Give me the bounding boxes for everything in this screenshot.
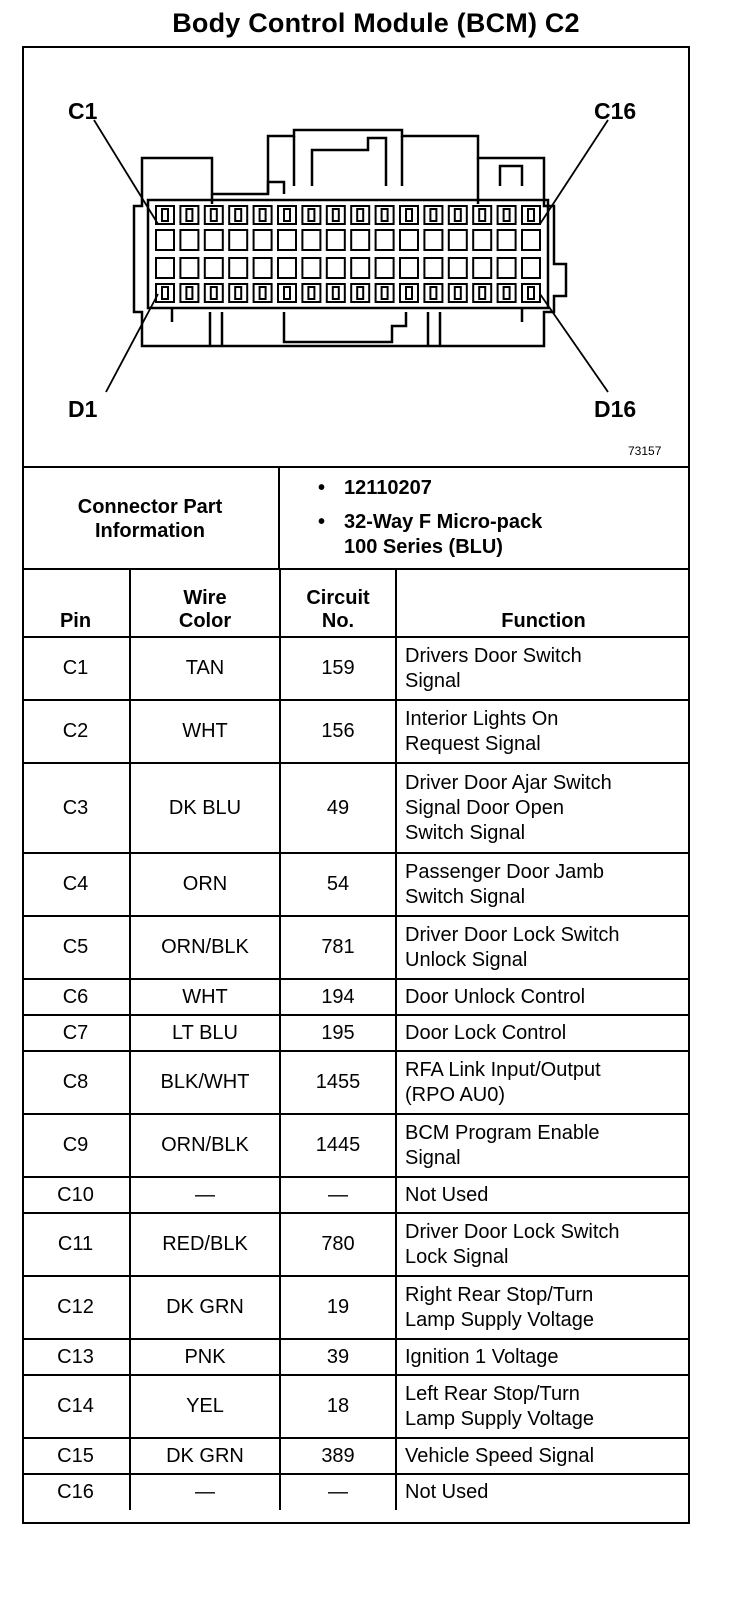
cell-function <box>396 1051 690 1114</box>
pin-cavity <box>156 230 174 250</box>
table-row <box>22 1051 690 1114</box>
cell-circuit-no: 780 <box>280 1213 396 1276</box>
pin-terminal <box>308 287 314 299</box>
pin-cavity <box>302 258 320 278</box>
part-number-item <box>314 476 542 501</box>
connector-drawing <box>22 46 690 468</box>
pin-terminal <box>357 209 363 221</box>
function-line: Door Unlock Control <box>405 985 586 1008</box>
pin-terminal <box>211 287 217 299</box>
pin-cavity <box>522 230 540 250</box>
connector-description-line1: 32-Way F Micro-pack <box>344 511 543 533</box>
pin-terminal <box>284 209 290 221</box>
pin-cavity <box>473 230 491 250</box>
table-row <box>22 637 690 700</box>
cell-pin: C10 <box>22 1177 130 1213</box>
cell-pin: C13 <box>22 1339 130 1375</box>
cell-wire-color: ORN/BLK <box>130 916 280 979</box>
pin-terminal <box>430 287 436 299</box>
table-row <box>22 1213 690 1276</box>
cell-pin: C5 <box>22 916 130 979</box>
function-line: Drivers Door Switch <box>405 644 582 667</box>
pin-cavity <box>400 230 418 250</box>
cell-function <box>396 979 690 1015</box>
connector-info-label <box>22 468 280 570</box>
pinout-table <box>22 570 690 1510</box>
cell-wire-color: — <box>130 1177 280 1213</box>
cell-pin: C6 <box>22 979 130 1015</box>
table-row <box>22 763 690 853</box>
pin-cavity <box>498 230 516 250</box>
cell-wire-color: LT BLU <box>130 1015 280 1051</box>
table-header-row <box>22 570 690 637</box>
cell-circuit-no: 195 <box>280 1015 396 1051</box>
function-line: Driver Door Lock Switch <box>405 923 620 946</box>
cell-pin: C12 <box>22 1276 130 1339</box>
cell-function <box>396 1276 690 1339</box>
function-line: RFA Link Input/Output <box>405 1058 601 1081</box>
pin-cavity <box>351 230 369 250</box>
pin-terminal <box>333 287 339 299</box>
pin-cavity <box>180 258 198 278</box>
function-line: Not Used <box>405 1481 489 1503</box>
pin-cavity <box>205 258 223 278</box>
cell-circuit-no: 19 <box>280 1276 396 1339</box>
cell-wire-color: WHT <box>130 700 280 763</box>
pin-terminal <box>455 209 461 221</box>
function-line: Request Signal <box>405 732 541 755</box>
pin-terminal <box>357 287 363 299</box>
table-row <box>22 700 690 763</box>
function-line: Lamp Supply Voltage <box>405 1407 595 1430</box>
pin-terminal <box>479 209 485 221</box>
pin-terminal <box>162 209 168 221</box>
cell-function <box>396 1213 690 1276</box>
cell-function <box>396 637 690 700</box>
pin-terminal <box>186 287 192 299</box>
cell-wire-color: DK GRN <box>130 1276 280 1339</box>
pin-cavity <box>473 258 491 278</box>
pin-cavity <box>498 258 516 278</box>
cell-pin: C3 <box>22 763 130 853</box>
pin-terminal <box>406 287 412 299</box>
bullet: • <box>318 511 326 533</box>
pin-label-c1: C1 <box>68 98 98 124</box>
cell-pin: C9 <box>22 1114 130 1177</box>
table-row <box>22 916 690 979</box>
pin-terminal <box>430 209 436 221</box>
pin-cavity <box>424 258 442 278</box>
pin-cavity <box>424 230 442 250</box>
pin-cavity <box>351 258 369 278</box>
function-line: Driver Door Lock Switch <box>405 1220 620 1243</box>
cell-function <box>396 1375 690 1438</box>
pin-label-d16: D16 <box>594 396 637 422</box>
pin-terminal <box>235 287 241 299</box>
pin-terminal <box>186 209 192 221</box>
cell-wire-color: TAN <box>130 637 280 700</box>
pin-cavity <box>278 230 296 250</box>
pin-cavity <box>327 258 345 278</box>
cell-function <box>396 853 690 916</box>
cell-pin: C2 <box>22 700 130 763</box>
cell-pin: C14 <box>22 1375 130 1438</box>
function-line: Lock Signal <box>405 1245 509 1268</box>
function-line: Unlock Signal <box>405 948 528 971</box>
table-row <box>22 1276 690 1339</box>
figure-number: 73157 <box>628 444 662 458</box>
pin-cavity <box>254 230 272 250</box>
cell-function <box>396 1474 690 1510</box>
pin-cavity <box>229 258 247 278</box>
pin-cavity <box>449 258 467 278</box>
cell-wire-color: YEL <box>130 1375 280 1438</box>
connector-info-label-line1: Connector Part <box>77 496 223 518</box>
function-line: Vehicle Speed Signal <box>405 1444 595 1467</box>
function-line: Passenger Door Jamb <box>405 860 604 883</box>
function-line: Signal Door Open <box>405 796 564 819</box>
cell-function <box>396 1114 690 1177</box>
cell-function <box>396 700 690 763</box>
cell-wire-color: DK GRN <box>130 1438 280 1474</box>
cell-circuit-no: 389 <box>280 1438 396 1474</box>
cell-pin: C11 <box>22 1213 130 1276</box>
pin-terminal <box>528 287 534 299</box>
cell-function <box>396 1438 690 1474</box>
table-row <box>22 1474 690 1510</box>
pin-terminal <box>260 287 266 299</box>
pin-terminal <box>260 209 266 221</box>
function-line: Signal <box>405 1146 461 1169</box>
cell-circuit-no: 781 <box>280 916 396 979</box>
cell-circuit-no: 156 <box>280 700 396 763</box>
pin-terminal <box>162 287 168 299</box>
pin-terminal <box>479 287 485 299</box>
pin-cavity <box>376 230 394 250</box>
cell-function <box>396 1177 690 1213</box>
connector-description-item-2 <box>314 535 542 560</box>
pin-cavity <box>229 230 247 250</box>
header-circuit-no: Circuit No. <box>280 570 396 637</box>
cell-circuit-no: 1455 <box>280 1051 396 1114</box>
pin-terminal <box>308 209 314 221</box>
header-function: Function <box>396 570 690 637</box>
pin-terminal <box>528 209 534 221</box>
cell-pin: C8 <box>22 1051 130 1114</box>
cell-pin: C7 <box>22 1015 130 1051</box>
cell-wire-color: PNK <box>130 1339 280 1375</box>
pin-terminal <box>333 209 339 221</box>
pin-cavity <box>278 258 296 278</box>
function-line: Left Rear Stop/Turn <box>405 1382 580 1405</box>
table-row <box>22 979 690 1015</box>
pin-cavity <box>449 230 467 250</box>
connector-info-values <box>314 476 542 560</box>
function-line: BCM Program Enable <box>405 1121 600 1144</box>
cell-wire-color: DK BLU <box>130 763 280 853</box>
header-pin: Pin <box>22 570 130 637</box>
cell-wire-color: ORN/BLK <box>130 1114 280 1177</box>
cell-function <box>396 1015 690 1051</box>
pin-terminal <box>455 287 461 299</box>
table-row <box>22 1177 690 1213</box>
cell-circuit-no: — <box>280 1474 396 1510</box>
pin-terminal <box>406 209 412 221</box>
header-wire-color: Wire Color <box>130 570 280 637</box>
connector-info-label-line2: Information <box>95 520 205 542</box>
cell-circuit-no: 194 <box>280 979 396 1015</box>
pin-cavity <box>254 258 272 278</box>
page-title: Body Control Module (BCM) C2 <box>172 8 580 38</box>
cell-function <box>396 763 690 853</box>
pin-terminal <box>284 287 290 299</box>
function-line: Lamp Supply Voltage <box>405 1308 595 1331</box>
cell-circuit-no: 54 <box>280 853 396 916</box>
function-line: Ignition 1 Voltage <box>405 1345 559 1368</box>
bullet: • <box>318 477 326 499</box>
pin-cavity <box>180 230 198 250</box>
connector-diagram <box>22 46 690 468</box>
table-row <box>22 853 690 916</box>
cell-pin: C4 <box>22 853 130 916</box>
table-row <box>22 1114 690 1177</box>
table-row <box>22 1015 690 1051</box>
function-line: Not Used <box>405 1183 489 1206</box>
pin-terminal <box>382 209 388 221</box>
pin-cavity <box>400 258 418 278</box>
pin-cavity <box>205 230 223 250</box>
cell-circuit-no: 39 <box>280 1339 396 1375</box>
function-line: Switch Signal <box>405 885 526 908</box>
pin-terminal <box>211 209 217 221</box>
function-line: Driver Door Ajar Switch <box>405 771 612 794</box>
connector-description-item <box>314 510 542 535</box>
pin-label-d1: D1 <box>68 396 98 422</box>
cell-circuit-no: 49 <box>280 763 396 853</box>
cell-function <box>396 916 690 979</box>
cell-pin: C16 <box>22 1474 130 1510</box>
cell-wire-color: WHT <box>130 979 280 1015</box>
function-line: (RPO AU0) <box>405 1083 506 1106</box>
table-row <box>22 1339 690 1375</box>
cell-wire-color: RED/BLK <box>130 1213 280 1276</box>
cell-circuit-no: 1445 <box>280 1114 396 1177</box>
pin-cavity <box>156 258 174 278</box>
table-row <box>22 1438 690 1474</box>
pin-cavity <box>327 230 345 250</box>
cell-circuit-no: 159 <box>280 637 396 700</box>
pin-cavity <box>302 230 320 250</box>
cell-pin: C15 <box>22 1438 130 1474</box>
pin-cavity <box>376 258 394 278</box>
pin-label-c16: C16 <box>594 98 637 124</box>
cell-function <box>396 1339 690 1375</box>
cell-pin: C1 <box>22 637 130 700</box>
function-line: Right Rear Stop/Turn <box>405 1283 594 1306</box>
pin-cavity <box>522 258 540 278</box>
table-row <box>22 1375 690 1438</box>
cell-circuit-no: — <box>280 1177 396 1213</box>
function-line: Signal <box>405 669 461 692</box>
cell-wire-color: BLK/WHT <box>130 1051 280 1114</box>
pin-terminal <box>382 287 388 299</box>
pin-terminal <box>504 209 510 221</box>
cell-wire-color: — <box>130 1474 280 1510</box>
cell-wire-color: ORN <box>130 853 280 916</box>
pin-terminal <box>235 209 241 221</box>
cell-circuit-no: 18 <box>280 1375 396 1438</box>
pin-terminal <box>504 287 510 299</box>
function-line: Door Lock Control <box>405 1021 567 1044</box>
function-line: Switch Signal <box>405 821 526 844</box>
connector-description-line2: 100 Series (BLU) <box>344 536 503 558</box>
function-line: Interior Lights On <box>405 707 559 730</box>
part-number: 12110207 <box>344 477 432 499</box>
